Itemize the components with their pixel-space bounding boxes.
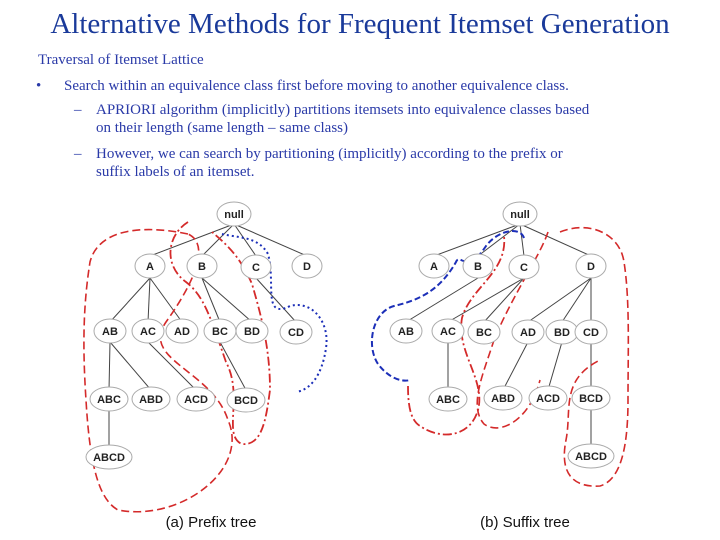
node-ABD xyxy=(484,386,522,410)
node-label: AC xyxy=(140,326,156,338)
suffix-tree xyxy=(372,202,628,531)
prefix-tree-nodes xyxy=(86,202,322,469)
node-label: ABD xyxy=(491,393,515,405)
node-label: A xyxy=(146,261,154,273)
node-null xyxy=(503,202,537,226)
node-label: null xyxy=(510,209,530,221)
sub-bullet-2-line-2: suffix labels of an itemset. xyxy=(96,164,255,180)
node-label: BC xyxy=(212,326,228,338)
node-AC xyxy=(432,319,464,343)
bullet-marker: • xyxy=(36,78,42,94)
node-label: BC xyxy=(476,327,492,339)
node-label: A xyxy=(430,261,438,273)
node-label: B xyxy=(474,261,482,273)
node-label: AB xyxy=(102,326,118,338)
node-CD xyxy=(575,320,607,344)
node-AD xyxy=(512,320,544,344)
node-label: CD xyxy=(583,327,599,339)
node-ACD xyxy=(529,386,567,410)
node-label: ACD xyxy=(184,394,208,406)
bullet-text: Search within an equivalence class first before moving to another equivalence class. xyxy=(64,78,569,94)
node-label: BCD xyxy=(579,393,603,405)
suffix-tree-caption: (b) Suffix tree xyxy=(480,514,570,531)
node-A xyxy=(135,254,165,278)
sub-bullet-marker-1: – xyxy=(74,102,82,118)
node-label: AB xyxy=(398,326,414,338)
node-label: ABCD xyxy=(93,452,125,464)
node-label: ACD xyxy=(536,393,560,405)
node-label: D xyxy=(587,261,595,273)
sub-bullet-2-line-1: However, we can search by partitioning (implicitly) according to the prefix or xyxy=(96,146,563,162)
node-BC xyxy=(204,319,236,343)
node-BCD xyxy=(227,388,265,412)
node-AB xyxy=(390,319,422,343)
node-A xyxy=(419,254,449,278)
section-heading: Traversal of Itemset Lattice xyxy=(38,52,204,68)
node-ABCD xyxy=(86,445,132,469)
prefix-tree xyxy=(84,202,327,531)
node-ABC xyxy=(429,387,467,411)
node-label: BCD xyxy=(234,395,258,407)
node-B xyxy=(463,254,493,278)
node-D xyxy=(576,254,606,278)
node-ACD xyxy=(177,387,215,411)
node-ABCD xyxy=(568,444,614,468)
sub-bullet-1-line-2: on their length (same length – same class) xyxy=(96,120,349,136)
node-label: CD xyxy=(288,327,304,339)
node-BCD xyxy=(572,386,610,410)
node-null xyxy=(217,202,251,226)
node-label: B xyxy=(198,261,206,273)
node-label: ABC xyxy=(97,394,121,406)
node-label: ABD xyxy=(139,394,163,406)
node-label: AC xyxy=(440,326,456,338)
node-ABD xyxy=(132,387,170,411)
node-CD xyxy=(280,320,312,344)
node-label: null xyxy=(224,209,244,221)
node-C xyxy=(241,255,271,279)
node-BD xyxy=(236,319,268,343)
node-ABC xyxy=(90,387,128,411)
slide-title: Alternative Methods for Frequent Itemset Generation xyxy=(50,8,670,40)
node-label: AD xyxy=(520,327,536,339)
node-label: BD xyxy=(244,326,260,338)
node-label: ABCD xyxy=(575,451,607,463)
node-AB xyxy=(94,319,126,343)
node-label: ABC xyxy=(436,394,460,406)
node-B xyxy=(187,254,217,278)
node-label: BD xyxy=(554,327,570,339)
node-label: D xyxy=(303,261,311,273)
node-AC xyxy=(132,319,164,343)
node-BC xyxy=(468,320,500,344)
node-C xyxy=(509,255,539,279)
node-BD xyxy=(546,320,578,344)
sub-bullet-marker-2: – xyxy=(74,146,82,162)
sub-bullet-1-line-1: APRIORI algorithm (implicitly) partitions itemsets into equivalence classes based xyxy=(96,102,590,118)
node-label: C xyxy=(252,262,260,274)
node-label: AD xyxy=(174,326,190,338)
node-label: C xyxy=(520,262,528,274)
node-D xyxy=(292,254,322,278)
prefix-tree-caption: (a) Prefix tree xyxy=(165,514,257,531)
node-AD xyxy=(166,319,198,343)
